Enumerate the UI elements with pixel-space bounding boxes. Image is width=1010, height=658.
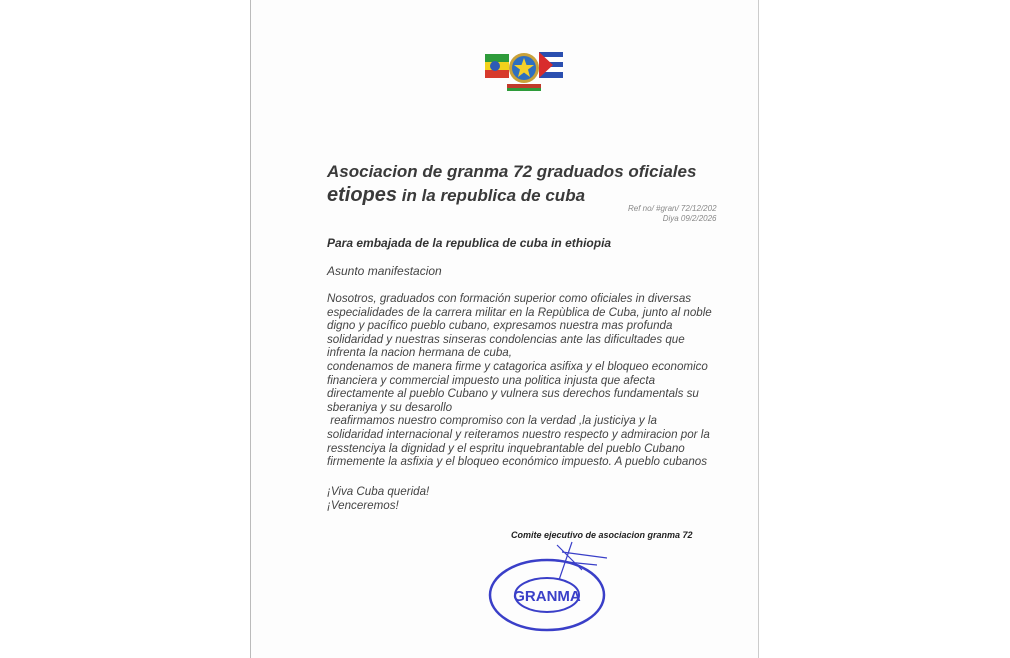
granma-stamp-icon [487,540,617,635]
body-line: reafirmamos nuestro compromiso con la verdad ,la justiciya y la [327,414,657,428]
body-line: firmemente la asfixia y el bloqueo económico impuesto. A pueblo cubanos [327,455,708,469]
body-line: solidaridad internacional y reiteramos nuestro respecto y admiracion por la [327,427,710,441]
title-rest: in la republica de cuba [397,186,586,205]
document-page [250,0,759,658]
body-line: infrenta la nacion hermana de cuba, [327,346,512,360]
body-line: solidaridad y nuestras sinseras condolencias ante las dificultades que [327,332,685,346]
ethiopia-cuba-emblem-icon [483,44,565,94]
body-line: resstenciya la dignidad y el espritu inquebrantable del pueblo Cubano [327,441,685,455]
reference-block [628,204,717,224]
title-line-1: Asociacion de granma 72 graduados oficiales [327,162,697,181]
body-line: Nosotros, graduados con formación superior como oficiales in diversas [327,292,692,305]
body-line: especialidades de la carrera militar en la Repùblica de Cuba, junto al noble [327,305,712,319]
signature-line: Comite ejecutivo de asociacion granma 72 [511,530,693,540]
stamp-text: GRANMA [513,588,581,605]
document-date: Diya 09/2/2026 [662,214,717,223]
letter-body [327,292,712,469]
body-line: sberaniya y su desarollo [327,400,453,414]
body-line: digno y pacífico pueblo cubano, expresamos nuestra mas profunda [327,319,673,333]
closing-line: ¡Venceremos! [327,498,399,512]
body-line: directamente al pueblo Cubano y vulnera sus derechos fundamentals su [327,387,699,401]
subject: Asunto manifestacion [327,264,442,278]
closing [327,485,429,512]
body-line: financiera y commercial impuesto una politica injusta que afecta [327,373,656,387]
reference-number: Ref no/ #gran/ 72/12/202 [628,204,717,213]
body-line: condenamos de manera firme y catagorica asifixa y el bloqueo economico [327,359,708,373]
closing-line: ¡Viva Cuba querida! [327,485,430,498]
title-line-2 [327,184,585,207]
title-etiopes: etiopes [327,184,398,206]
recipient: Para embajada de la republica de cuba in ethiopia [327,236,612,250]
